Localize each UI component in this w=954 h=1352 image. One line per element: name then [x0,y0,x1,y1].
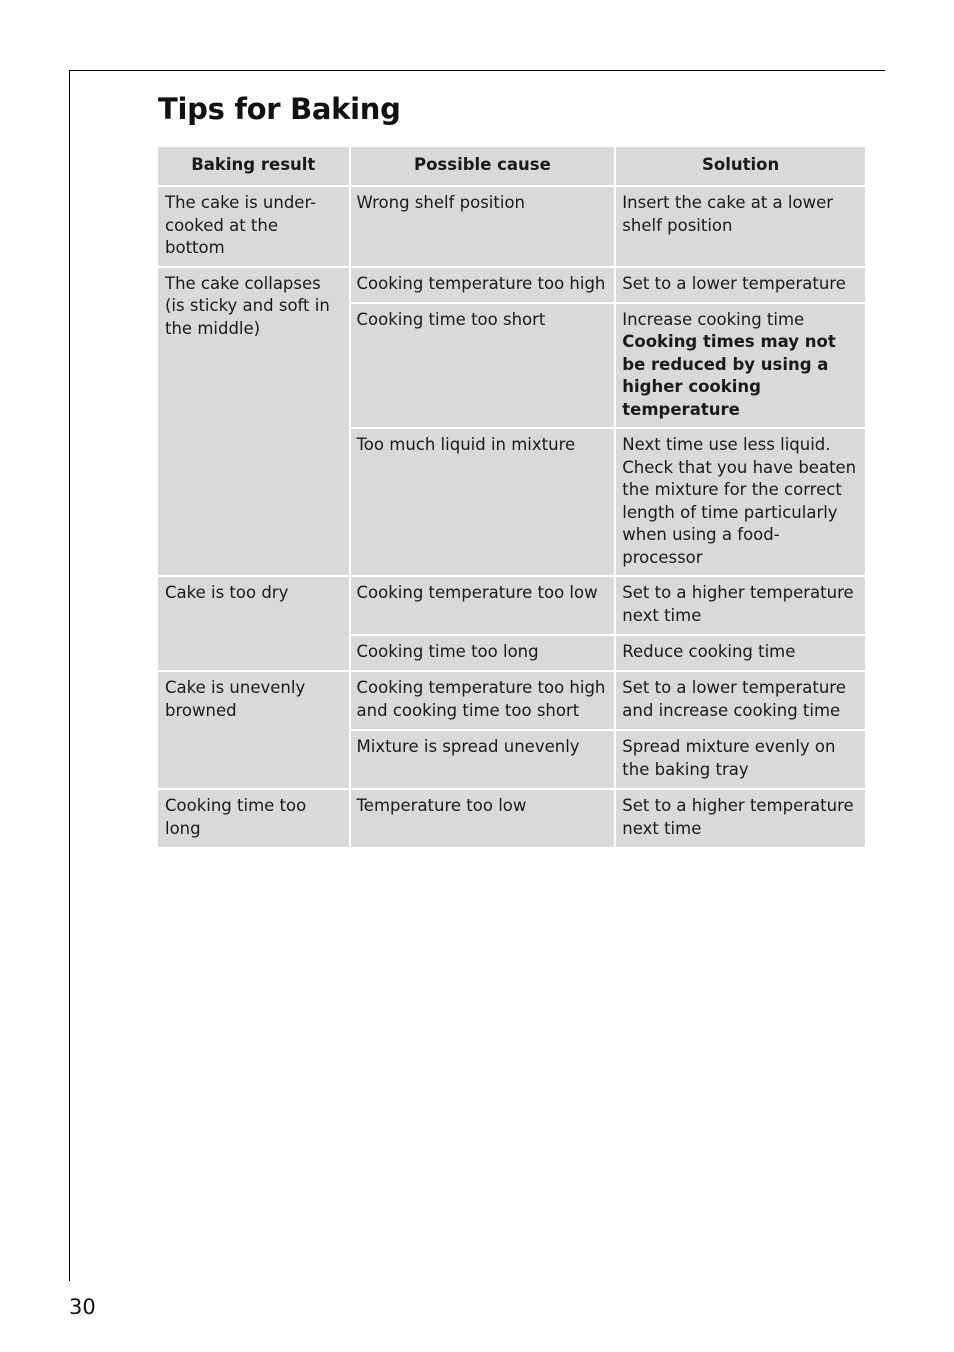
cause-cell: Cooking temperature too high and cooking time too short [351,672,615,729]
cause-cell: Wrong shelf position [351,187,615,266]
solution-cell: Reduce cooking time [616,636,865,670]
result-cell: Cake is unevenly browned [158,672,349,788]
result-cell: The cake collapses (is sticky and soft in the middle) [158,268,349,576]
cause-cell: Temperature too low [351,790,615,847]
solution-cell: Set to a lower temperature [616,268,865,302]
solution-cell: Set to a higher temperature next time [616,790,865,847]
header-solution: Solution [616,147,865,185]
frame-top-rule [69,70,885,71]
tips-table [156,145,867,849]
result-cell: Cake is too dry [158,577,349,670]
page-number: 30 [69,1295,96,1319]
solution-cell: Next time use less liquid. Check that you have beaten the mixture for the correct length of time particularly when using a food-processor [616,429,865,575]
cause-cell: Cooking temperature too high [351,268,615,302]
table-row [158,577,865,634]
header-baking-result: Baking result [158,147,349,185]
cause-cell: Too much liquid in mixture [351,429,615,575]
header-row [158,147,865,185]
solution-cell: Set to a lower temperature and increase cooking time [616,672,865,729]
table-row [158,790,865,847]
result-cell: Cooking time too long [158,790,349,847]
frame-left-rule [69,70,70,1281]
cause-cell: Cooking temperature too low [351,577,615,634]
table-row [158,268,865,302]
solution-cell: Spread mixture evenly on the baking tray [616,731,865,788]
cause-cell: Mixture is spread unevenly [351,731,615,788]
cause-cell: Cooking time too long [351,636,615,670]
page-title: Tips for Baking [158,92,401,126]
cause-cell: Cooking time too short [351,304,615,428]
result-cell: The cake is under-cooked at the bottom [158,187,349,266]
solution-text: Increase cooking time [622,309,805,329]
table-row [158,187,865,266]
table-row [158,672,865,729]
solution-cell: Set to a higher temperature next time [616,577,865,634]
header-possible-cause: Possible cause [351,147,615,185]
solution-cell [616,304,865,428]
solution-warning: Cooking times may not be reduced by using a higher cooking temperature [622,332,836,419]
solution-cell: Insert the cake at a lower shelf position [616,187,865,266]
